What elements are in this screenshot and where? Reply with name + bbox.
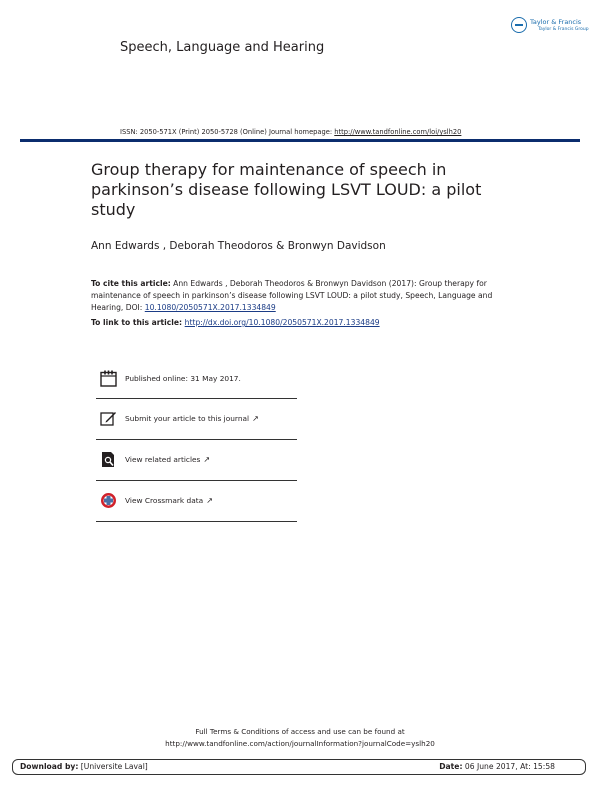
date-value: 06 June 2017, At: 15:58: [462, 762, 555, 771]
submit-article-link[interactable]: [96, 405, 297, 439]
article-title: Group therapy for maintenance of speech in parkinson’s disease following LSVT LOUD: a pilot study: [91, 160, 482, 219]
terms-line: Full Terms & Conditions of access and use can be found at: [195, 727, 405, 736]
published-online-row: [96, 365, 297, 399]
terms-url-link[interactable]: http://www.tandfonline.com/action/journalInformation?journalCode=yslh20: [165, 739, 435, 748]
edit-icon: [100, 410, 117, 427]
header-divider: [20, 139, 580, 142]
external-link-icon: ↗: [252, 414, 259, 423]
article-link-label: To link to this article:: [91, 318, 185, 327]
publisher-logo[interactable]: [511, 17, 589, 39]
logo-mark-icon: [511, 17, 527, 33]
citation-label: To cite this article:: [91, 279, 171, 288]
external-link-icon: ↗: [206, 496, 213, 505]
article-authors: Ann Edwards , Deborah Theodoros & Bronwyn Davidson: [91, 240, 386, 252]
download-info-bar: [12, 759, 586, 775]
citation-text: Ann Edwards , Deborah Theodoros & Bronwyn Davidson (2017): Group therapy for maintenance of speech in parkinson’s disease following LSVT LOUD: a pilot study, Speech, Language and Hearing, DOI:: [91, 279, 493, 312]
issn-line: [120, 128, 461, 136]
logo-subname: Taylor & Francis Group: [538, 27, 589, 32]
article-link-line: [91, 318, 380, 327]
crossmark-text: View Crossmark data: [125, 496, 204, 505]
crossmark-icon: [100, 492, 117, 509]
article-doi-url-link[interactable]: http://dx.doi.org/10.1080/2050571X.2017.1334849: [184, 318, 380, 327]
citation-block: [91, 278, 521, 314]
doi-link[interactable]: 10.1080/2050571X.2017.1334849: [144, 303, 276, 312]
published-online-text: Published online: 31 May 2017.: [125, 374, 241, 383]
downloaded-by-label: Download by:: [20, 762, 79, 771]
divider: [96, 439, 297, 440]
journal-title: Speech, Language and Hearing: [120, 40, 325, 55]
related-articles-link[interactable]: [96, 446, 297, 480]
journal-homepage-link[interactable]: http://www.tandfonline.com/loi/yslh20: [334, 128, 462, 136]
date-label: Date:: [439, 762, 463, 771]
downloaded-by-value: [Universite Laval]: [78, 762, 148, 771]
calendar-icon: [100, 370, 117, 387]
submit-article-text: Submit your article to this journal: [125, 414, 250, 423]
issn-text: ISSN: 2050-571X (Print) 2050-5728 (Online) Journal homepage:: [120, 128, 335, 136]
terms-block: [0, 726, 600, 750]
logo-name: Taylor & Francis: [530, 18, 582, 26]
external-link-icon: ↗: [203, 455, 211, 464]
divider: [96, 521, 297, 522]
divider: [96, 398, 297, 399]
crossmark-link[interactable]: [96, 487, 297, 521]
document-search-icon: [100, 451, 117, 468]
related-articles-text: View related articles: [125, 455, 201, 464]
divider: [96, 480, 297, 481]
